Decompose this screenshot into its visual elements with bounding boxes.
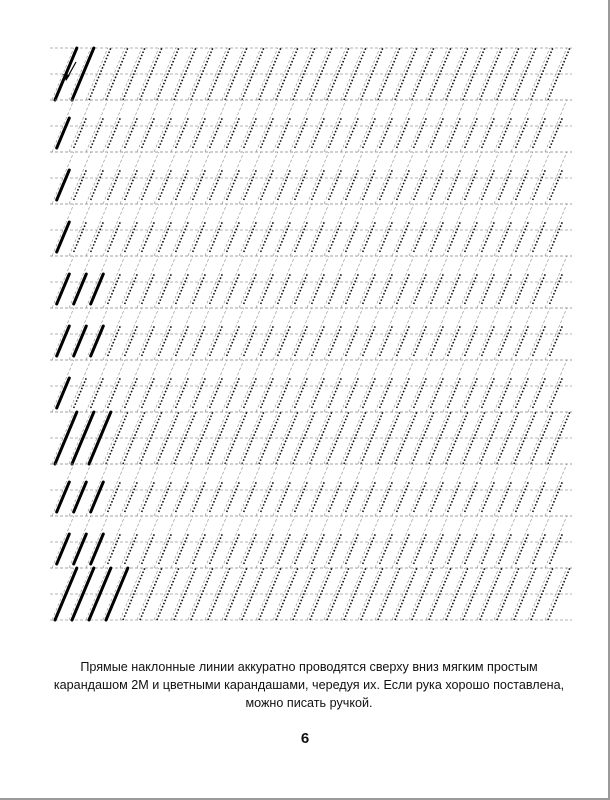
trace-stroke bbox=[176, 326, 189, 356]
example-stroke bbox=[55, 568, 77, 620]
trace-stroke bbox=[533, 118, 546, 148]
trace-stroke bbox=[448, 222, 461, 252]
example-stroke bbox=[57, 274, 70, 304]
trace-stroke bbox=[142, 222, 155, 252]
trace-stroke bbox=[346, 534, 359, 564]
trace-stroke bbox=[465, 222, 478, 252]
trace-stroke bbox=[142, 378, 155, 408]
trace-stroke bbox=[414, 326, 427, 356]
trace-stroke bbox=[74, 222, 87, 252]
trace-stroke bbox=[176, 118, 189, 148]
trace-stroke bbox=[533, 534, 546, 564]
trace-stroke bbox=[312, 118, 325, 148]
trace-stroke bbox=[191, 568, 213, 620]
example-stroke bbox=[55, 412, 77, 464]
trace-stroke bbox=[448, 274, 461, 304]
trace-stroke bbox=[531, 48, 553, 100]
trace-stroke bbox=[227, 534, 240, 564]
trace-stroke bbox=[448, 482, 461, 512]
trace-stroke bbox=[448, 118, 461, 148]
trace-stroke bbox=[397, 118, 410, 148]
trace-stroke bbox=[191, 48, 213, 100]
example-stroke bbox=[91, 482, 104, 512]
trace-stroke bbox=[329, 170, 342, 200]
trace-stroke bbox=[380, 326, 393, 356]
trace-stroke bbox=[448, 378, 461, 408]
trace-stroke bbox=[193, 482, 206, 512]
trace-stroke bbox=[310, 48, 332, 100]
trace-stroke bbox=[244, 118, 257, 148]
trace-stroke bbox=[276, 412, 298, 464]
trace-stroke bbox=[193, 326, 206, 356]
example-stroke bbox=[91, 326, 104, 356]
trace-stroke bbox=[397, 222, 410, 252]
trace-stroke bbox=[414, 274, 427, 304]
trace-stroke bbox=[448, 534, 461, 564]
trace-stroke bbox=[482, 378, 495, 408]
trace-stroke bbox=[176, 482, 189, 512]
trace-stroke bbox=[210, 118, 223, 148]
trace-stroke bbox=[278, 170, 291, 200]
trace-stroke bbox=[312, 482, 325, 512]
trace-stroke bbox=[516, 170, 529, 200]
trace-stroke bbox=[176, 170, 189, 200]
trace-stroke bbox=[446, 48, 468, 100]
trace-stroke bbox=[244, 274, 257, 304]
trace-stroke bbox=[244, 482, 257, 512]
trace-stroke bbox=[397, 326, 410, 356]
trace-stroke bbox=[108, 326, 121, 356]
trace-stroke bbox=[550, 274, 563, 304]
trace-stroke bbox=[108, 222, 121, 252]
trace-stroke bbox=[346, 482, 359, 512]
trace-stroke bbox=[431, 534, 444, 564]
trace-stroke bbox=[125, 274, 138, 304]
trace-stroke bbox=[414, 482, 427, 512]
trace-stroke bbox=[210, 222, 223, 252]
trace-stroke bbox=[227, 118, 240, 148]
trace-stroke bbox=[193, 274, 206, 304]
trace-stroke bbox=[193, 378, 206, 408]
trace-stroke bbox=[227, 482, 240, 512]
trace-stroke bbox=[380, 534, 393, 564]
trace-stroke bbox=[227, 326, 240, 356]
trace-stroke bbox=[414, 170, 427, 200]
trace-stroke bbox=[431, 326, 444, 356]
trace-stroke bbox=[108, 482, 121, 512]
trace-stroke bbox=[125, 222, 138, 252]
trace-stroke bbox=[516, 482, 529, 512]
trace-stroke bbox=[91, 170, 104, 200]
trace-stroke bbox=[295, 118, 308, 148]
example-stroke bbox=[55, 48, 77, 100]
trace-stroke bbox=[278, 274, 291, 304]
trace-stroke bbox=[431, 274, 444, 304]
trace-stroke bbox=[125, 534, 138, 564]
example-stroke bbox=[74, 326, 87, 356]
trace-stroke bbox=[108, 118, 121, 148]
trace-stroke bbox=[312, 222, 325, 252]
trace-stroke bbox=[380, 118, 393, 148]
trace-stroke bbox=[159, 222, 172, 252]
trace-stroke bbox=[363, 482, 376, 512]
trace-stroke bbox=[310, 568, 332, 620]
example-stroke bbox=[57, 378, 70, 408]
trace-stroke bbox=[482, 534, 495, 564]
trace-stroke bbox=[74, 118, 87, 148]
trace-stroke bbox=[295, 326, 308, 356]
trace-stroke bbox=[225, 568, 247, 620]
trace-stroke bbox=[329, 378, 342, 408]
trace-stroke bbox=[499, 482, 512, 512]
trace-stroke bbox=[210, 534, 223, 564]
trace-stroke bbox=[550, 222, 563, 252]
trace-stroke bbox=[480, 48, 502, 100]
trace-stroke bbox=[499, 534, 512, 564]
trace-stroke bbox=[431, 378, 444, 408]
trace-stroke bbox=[465, 378, 478, 408]
trace-stroke bbox=[310, 412, 332, 464]
trace-stroke bbox=[346, 118, 359, 148]
trace-stroke bbox=[159, 482, 172, 512]
trace-stroke bbox=[261, 170, 274, 200]
trace-stroke bbox=[142, 482, 155, 512]
trace-stroke bbox=[193, 534, 206, 564]
example-stroke bbox=[57, 482, 70, 512]
trace-stroke bbox=[346, 222, 359, 252]
trace-stroke bbox=[431, 170, 444, 200]
trace-stroke bbox=[465, 534, 478, 564]
trace-stroke bbox=[142, 170, 155, 200]
trace-stroke bbox=[261, 378, 274, 408]
trace-stroke bbox=[108, 170, 121, 200]
trace-stroke bbox=[210, 274, 223, 304]
example-stroke bbox=[57, 222, 70, 252]
trace-stroke bbox=[361, 48, 383, 100]
trace-stroke bbox=[550, 170, 563, 200]
trace-stroke bbox=[446, 568, 468, 620]
trace-stroke bbox=[210, 170, 223, 200]
trace-stroke bbox=[227, 170, 240, 200]
trace-stroke bbox=[74, 170, 87, 200]
trace-stroke bbox=[531, 412, 553, 464]
trace-stroke bbox=[499, 118, 512, 148]
trace-stroke bbox=[295, 534, 308, 564]
example-stroke bbox=[106, 568, 128, 620]
trace-stroke bbox=[329, 118, 342, 148]
trace-stroke bbox=[480, 412, 502, 464]
trace-stroke bbox=[363, 170, 376, 200]
trace-stroke bbox=[278, 118, 291, 148]
trace-stroke bbox=[550, 378, 563, 408]
trace-stroke bbox=[125, 326, 138, 356]
trace-stroke bbox=[414, 534, 427, 564]
trace-stroke bbox=[140, 412, 162, 464]
trace-stroke bbox=[140, 568, 162, 620]
trace-stroke bbox=[397, 274, 410, 304]
trace-stroke bbox=[312, 274, 325, 304]
trace-stroke bbox=[140, 48, 162, 100]
trace-stroke bbox=[159, 326, 172, 356]
trace-stroke bbox=[227, 378, 240, 408]
trace-stroke bbox=[278, 222, 291, 252]
trace-stroke bbox=[363, 326, 376, 356]
trace-stroke bbox=[91, 378, 104, 408]
trace-stroke bbox=[210, 378, 223, 408]
trace-stroke bbox=[106, 48, 128, 100]
trace-stroke bbox=[142, 534, 155, 564]
page-number: 6 bbox=[300, 730, 310, 747]
example-stroke bbox=[57, 118, 70, 148]
trace-stroke bbox=[329, 274, 342, 304]
trace-stroke bbox=[295, 378, 308, 408]
trace-stroke bbox=[176, 534, 189, 564]
example-stroke bbox=[91, 274, 104, 304]
trace-stroke bbox=[125, 378, 138, 408]
example-stroke bbox=[74, 534, 87, 564]
trace-stroke bbox=[108, 534, 121, 564]
trace-stroke bbox=[295, 222, 308, 252]
trace-stroke bbox=[516, 274, 529, 304]
trace-stroke bbox=[550, 482, 563, 512]
trace-stroke bbox=[448, 170, 461, 200]
trace-stroke bbox=[193, 170, 206, 200]
trace-stroke bbox=[446, 412, 468, 464]
example-stroke bbox=[74, 482, 87, 512]
trace-stroke bbox=[176, 222, 189, 252]
trace-stroke bbox=[227, 274, 240, 304]
trace-stroke bbox=[361, 568, 383, 620]
trace-stroke bbox=[516, 326, 529, 356]
trace-stroke bbox=[159, 378, 172, 408]
trace-stroke bbox=[397, 534, 410, 564]
trace-stroke bbox=[278, 482, 291, 512]
trace-stroke bbox=[142, 274, 155, 304]
trace-stroke bbox=[499, 378, 512, 408]
trace-stroke bbox=[74, 378, 87, 408]
trace-stroke bbox=[516, 378, 529, 408]
trace-stroke bbox=[244, 326, 257, 356]
trace-stroke bbox=[261, 222, 274, 252]
trace-stroke bbox=[159, 118, 172, 148]
trace-stroke bbox=[159, 274, 172, 304]
trace-stroke bbox=[465, 170, 478, 200]
trace-stroke bbox=[125, 482, 138, 512]
trace-stroke bbox=[312, 534, 325, 564]
trace-stroke bbox=[261, 482, 274, 512]
trace-stroke bbox=[395, 48, 417, 100]
trace-stroke bbox=[480, 568, 502, 620]
trace-stroke bbox=[312, 170, 325, 200]
trace-stroke bbox=[414, 378, 427, 408]
trace-stroke bbox=[533, 326, 546, 356]
trace-stroke bbox=[346, 274, 359, 304]
trace-stroke bbox=[193, 222, 206, 252]
trace-stroke bbox=[159, 170, 172, 200]
trace-stroke bbox=[380, 274, 393, 304]
trace-stroke bbox=[176, 274, 189, 304]
trace-stroke bbox=[225, 412, 247, 464]
trace-stroke bbox=[276, 568, 298, 620]
trace-stroke bbox=[482, 222, 495, 252]
trace-stroke bbox=[431, 482, 444, 512]
trace-stroke bbox=[276, 48, 298, 100]
trace-stroke bbox=[295, 482, 308, 512]
trace-stroke bbox=[191, 412, 213, 464]
trace-stroke bbox=[210, 326, 223, 356]
trace-stroke bbox=[531, 568, 553, 620]
trace-stroke bbox=[329, 326, 342, 356]
trace-stroke bbox=[361, 412, 383, 464]
trace-stroke bbox=[414, 118, 427, 148]
trace-stroke bbox=[533, 482, 546, 512]
trace-stroke bbox=[414, 222, 427, 252]
trace-stroke bbox=[329, 222, 342, 252]
example-stroke bbox=[74, 274, 87, 304]
trace-stroke bbox=[380, 170, 393, 200]
trace-stroke bbox=[550, 118, 563, 148]
trace-stroke bbox=[244, 534, 257, 564]
trace-stroke bbox=[363, 118, 376, 148]
trace-stroke bbox=[465, 326, 478, 356]
trace-stroke bbox=[533, 170, 546, 200]
trace-stroke bbox=[550, 534, 563, 564]
trace-stroke bbox=[397, 482, 410, 512]
trace-stroke bbox=[261, 326, 274, 356]
example-stroke bbox=[91, 534, 104, 564]
trace-stroke bbox=[482, 482, 495, 512]
trace-stroke bbox=[465, 482, 478, 512]
trace-stroke bbox=[499, 222, 512, 252]
trace-stroke bbox=[312, 326, 325, 356]
trace-stroke bbox=[244, 170, 257, 200]
instructions-text: Прямые наклонные линии аккуратно проводятся сверху вниз мягким простым карандашом 2М и цветными карандашами, чередуя их. Если рука хорошо поставлена, можно писать ручкой. bbox=[53, 660, 565, 710]
trace-stroke bbox=[482, 326, 495, 356]
example-stroke bbox=[57, 534, 70, 564]
trace-stroke bbox=[278, 378, 291, 408]
trace-stroke bbox=[482, 274, 495, 304]
trace-stroke bbox=[533, 222, 546, 252]
trace-stroke bbox=[431, 118, 444, 148]
trace-stroke bbox=[193, 118, 206, 148]
trace-stroke bbox=[278, 534, 291, 564]
trace-stroke bbox=[482, 170, 495, 200]
trace-stroke bbox=[142, 326, 155, 356]
trace-stroke bbox=[380, 378, 393, 408]
trace-stroke bbox=[516, 534, 529, 564]
trace-stroke bbox=[159, 534, 172, 564]
trace-stroke bbox=[395, 412, 417, 464]
trace-stroke bbox=[261, 534, 274, 564]
trace-stroke bbox=[261, 274, 274, 304]
trace-stroke bbox=[380, 222, 393, 252]
trace-stroke bbox=[125, 118, 138, 148]
trace-stroke bbox=[176, 378, 189, 408]
trace-stroke bbox=[465, 118, 478, 148]
trace-stroke bbox=[329, 482, 342, 512]
trace-stroke bbox=[533, 274, 546, 304]
trace-stroke bbox=[106, 412, 128, 464]
trace-stroke bbox=[346, 378, 359, 408]
trace-stroke bbox=[482, 118, 495, 148]
trace-stroke bbox=[244, 222, 257, 252]
example-stroke bbox=[57, 326, 70, 356]
trace-stroke bbox=[244, 378, 257, 408]
trace-stroke bbox=[380, 482, 393, 512]
trace-stroke bbox=[91, 118, 104, 148]
trace-stroke bbox=[210, 482, 223, 512]
trace-stroke bbox=[499, 274, 512, 304]
trace-stroke bbox=[516, 222, 529, 252]
trace-stroke bbox=[346, 326, 359, 356]
trace-stroke bbox=[312, 378, 325, 408]
trace-stroke bbox=[108, 274, 121, 304]
trace-stroke bbox=[125, 170, 138, 200]
trace-stroke bbox=[499, 170, 512, 200]
trace-stroke bbox=[516, 118, 529, 148]
trace-stroke bbox=[550, 326, 563, 356]
trace-stroke bbox=[295, 274, 308, 304]
trace-stroke bbox=[91, 222, 104, 252]
trace-stroke bbox=[363, 222, 376, 252]
trace-stroke bbox=[397, 378, 410, 408]
trace-stroke bbox=[363, 274, 376, 304]
trace-stroke bbox=[431, 222, 444, 252]
trace-stroke bbox=[225, 48, 247, 100]
trace-stroke bbox=[227, 222, 240, 252]
trace-stroke bbox=[346, 170, 359, 200]
trace-stroke bbox=[108, 378, 121, 408]
trace-stroke bbox=[329, 534, 342, 564]
example-stroke bbox=[57, 170, 70, 200]
trace-stroke bbox=[363, 378, 376, 408]
trace-stroke bbox=[397, 170, 410, 200]
trace-stroke bbox=[261, 118, 274, 148]
trace-stroke bbox=[448, 326, 461, 356]
trace-stroke bbox=[142, 118, 155, 148]
trace-stroke bbox=[465, 274, 478, 304]
trace-stroke bbox=[278, 326, 291, 356]
trace-stroke bbox=[499, 326, 512, 356]
trace-stroke bbox=[395, 568, 417, 620]
trace-stroke bbox=[295, 170, 308, 200]
trace-stroke bbox=[363, 534, 376, 564]
trace-stroke bbox=[533, 378, 546, 408]
